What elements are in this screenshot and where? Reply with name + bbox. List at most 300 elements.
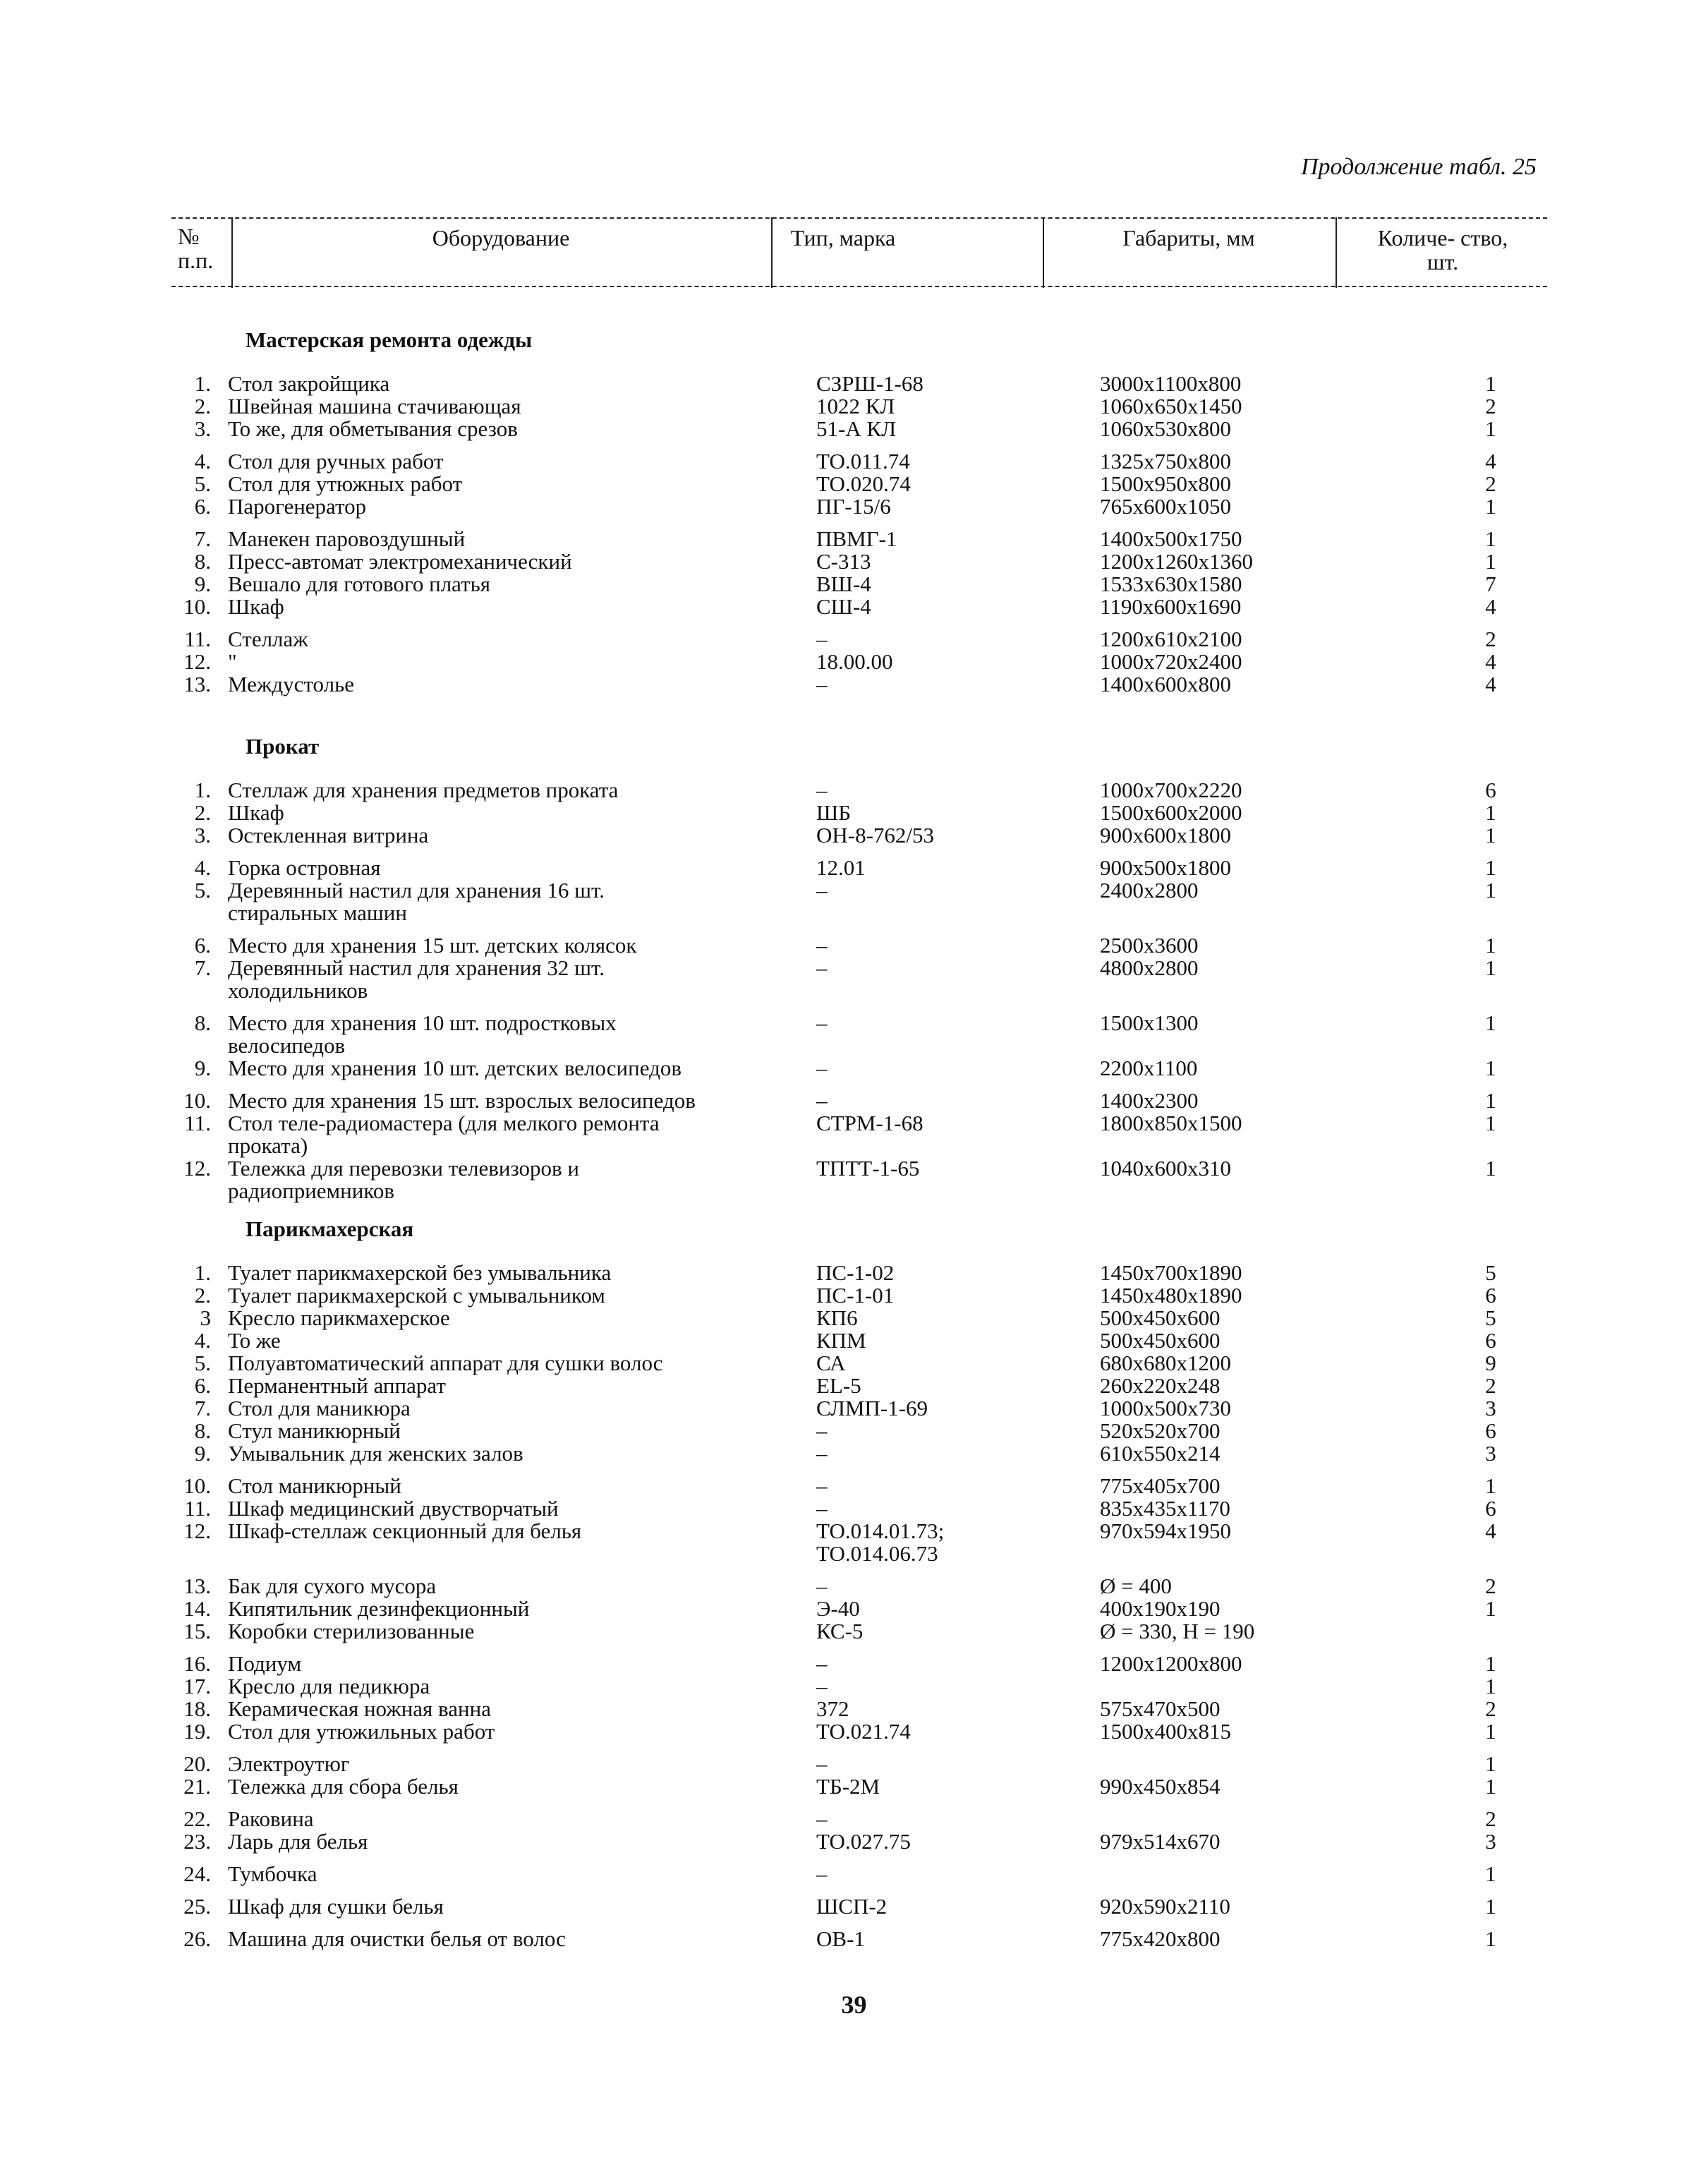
row-equipment: Остекленная витрина: [228, 823, 429, 847]
table-row: [171, 418, 1547, 440]
row-type: 372: [816, 1696, 849, 1721]
row-quantity: 1: [1485, 955, 1496, 980]
row-equipment: Перманентный аппарат: [228, 1373, 446, 1398]
table-row: [171, 395, 1547, 418]
row-quantity: 6: [1485, 1283, 1496, 1308]
row-dimensions: 1200x1260x1360: [1100, 549, 1253, 574]
row-type: [813, 1180, 1074, 1202]
row-dimensions: 1500x1300: [1100, 1010, 1199, 1035]
row-quantity: 6: [1485, 778, 1496, 802]
row-dimensions: 520x520x700: [1100, 1418, 1221, 1443]
row-type: ПС-1-01: [816, 1283, 895, 1308]
row-type: –: [816, 1088, 828, 1113]
row-equipment: Стул маникюрный: [228, 1418, 401, 1443]
table-row: [171, 779, 1547, 802]
row-quantity: 1: [1485, 1719, 1496, 1744]
row-equipment: Кипятильник дезинфекционный: [228, 1596, 530, 1621]
row-quantity: 1: [1485, 1473, 1496, 1498]
table-row: [171, 1808, 1547, 1830]
row-dimensions: 1200x610x2100: [1100, 627, 1242, 651]
row-number: 2.: [194, 394, 211, 418]
row-quantity: 6: [1485, 1496, 1496, 1521]
row-dimensions: 1000x700x2220: [1100, 778, 1242, 802]
row-equipment: Деревянный настил для хранения 16 шт.: [228, 878, 605, 903]
row-number: 11.: [184, 627, 211, 651]
row-equipment: проката): [228, 1133, 308, 1158]
row-number: 5.: [194, 471, 211, 496]
row-type: –: [816, 627, 828, 651]
row-equipment: Умывальник для женских залов: [228, 1441, 523, 1466]
header-num: № п.п.: [178, 224, 214, 273]
table-row: [171, 1895, 1547, 1918]
row-type: [813, 979, 1074, 1002]
header-top-rule: [171, 217, 1547, 219]
row-number: 11.: [184, 1496, 211, 1521]
table-row: [171, 550, 1547, 573]
row-quantity: 2: [1485, 1574, 1496, 1598]
row-quantity: 4: [1485, 672, 1496, 696]
row-type: ОВ-1: [816, 1926, 865, 1951]
row-equipment: Место для хранения 10 шт. подростковых: [228, 1010, 617, 1035]
row-quantity: 1: [1485, 933, 1496, 958]
row-type: –: [816, 778, 828, 802]
row-type: ТО.021.74: [816, 1719, 911, 1744]
row-quantity: [1378, 902, 1547, 924]
row-quantity: 4: [1485, 594, 1496, 619]
row-dimensions: 1500x950x800: [1100, 471, 1231, 496]
row-dimensions: 2400x2800: [1100, 878, 1199, 903]
row-type: –: [816, 878, 828, 903]
table-row: [171, 1352, 1547, 1375]
row-number: 2.: [194, 800, 211, 825]
row-dimensions: 1500x600x2000: [1100, 800, 1242, 825]
row-dimensions: 990x450x854: [1100, 1774, 1221, 1799]
row-quantity: 1: [1485, 1894, 1496, 1919]
row-equipment: Стол для утюжных работ: [228, 471, 463, 496]
row-dimensions: 680x680x1200: [1100, 1351, 1231, 1375]
row-quantity: 1: [1485, 800, 1496, 825]
row-number: [171, 1543, 221, 1565]
table-row: [171, 1180, 1547, 1202]
row-quantity: 2: [1485, 627, 1496, 651]
page-number: 39: [841, 1991, 867, 2019]
row-dimensions: 1400x600x800: [1100, 672, 1231, 696]
table-row: [171, 1753, 1547, 1775]
row-number: [171, 1034, 221, 1057]
table-row: [171, 857, 1547, 879]
table-row: [171, 957, 1547, 979]
row-number: 7.: [194, 1396, 211, 1420]
table-row: [171, 495, 1547, 518]
row-dimensions: 1450x700x1890: [1100, 1260, 1242, 1285]
row-equipment: Место для хранения 10 шт. детских велосипедов: [228, 1056, 682, 1080]
row-type: ШБ: [816, 800, 852, 825]
row-dimensions: 1533x630x1580: [1100, 572, 1242, 596]
row-quantity: 1: [1485, 1088, 1496, 1113]
table-row: [171, 651, 1547, 673]
table-row: [171, 596, 1547, 618]
table-row: [171, 1475, 1547, 1497]
row-dimensions: 775x405x700: [1100, 1473, 1221, 1498]
row-dimensions: 920x590x2110: [1100, 1894, 1230, 1919]
row-equipment: Кресло для педикюра: [228, 1674, 430, 1698]
row-equipment: Стол для утюжильных работ: [228, 1719, 495, 1744]
table-row: [171, 628, 1547, 651]
row-type: СШ-4: [816, 594, 871, 619]
row-dimensions: 2500x3600: [1100, 933, 1199, 958]
row-number: [171, 1135, 221, 1157]
table-row: [171, 1307, 1547, 1329]
row-quantity: 1: [1485, 1651, 1496, 1676]
table-row: [171, 1775, 1547, 1798]
row-type: ТО.027.75: [816, 1829, 911, 1854]
row-dimensions: [1074, 1034, 1378, 1057]
table-row: [171, 1442, 1547, 1465]
row-type: 51-А КЛ: [816, 416, 897, 441]
row-number: 24.: [183, 1861, 211, 1886]
row-type: –: [816, 1056, 828, 1080]
row-dimensions: 900x600x1800: [1100, 823, 1231, 847]
row-number: 1.: [194, 778, 211, 802]
row-type: EL-5: [816, 1373, 861, 1398]
header-qty: Количе- ство, шт.: [1377, 225, 1508, 274]
row-quantity: [1378, 1543, 1547, 1565]
row-quantity: 1: [1485, 549, 1496, 574]
table-row: [171, 1520, 1547, 1543]
row-equipment: ": [228, 649, 237, 674]
row-type: ОН-8-762/53: [816, 823, 935, 847]
row-type: КПМ: [816, 1328, 866, 1353]
row-quantity: 1: [1485, 416, 1496, 441]
row-number: 1.: [194, 371, 211, 396]
row-dimensions: 775x420x800: [1100, 1926, 1221, 1951]
row-type: –: [816, 955, 828, 980]
row-number: 10.: [183, 1088, 211, 1113]
row-dimensions: 1000x720x2400: [1100, 649, 1242, 674]
row-type: ПВМГ-1: [816, 526, 897, 551]
row-equipment: Горка островная: [228, 855, 381, 880]
table-row: [171, 1720, 1547, 1743]
row-type: СА: [816, 1351, 846, 1375]
row-dimensions: [1074, 1180, 1378, 1202]
row-dimensions: 2200x1100: [1100, 1056, 1198, 1080]
row-equipment: То же: [228, 1328, 281, 1353]
header-dims: Габариты, мм: [1122, 225, 1255, 250]
row-equipment: Место для хранения 15 шт. детских колясок: [228, 933, 637, 958]
row-equipment: Место для хранения 15 шт. взрослых велосипедов: [228, 1088, 696, 1113]
row-equipment: Керамическая ножная ванна: [228, 1696, 491, 1721]
row-type: –: [816, 1010, 828, 1035]
row-dimensions: 1190x600x1690: [1100, 594, 1242, 619]
row-quantity: [1378, 1135, 1547, 1157]
row-type: –: [816, 1418, 828, 1443]
row-type: ТО.020.74: [816, 471, 911, 496]
row-equipment: холодильников: [228, 978, 368, 1003]
row-equipment: Шкаф: [228, 594, 284, 619]
table-row: [171, 1262, 1547, 1284]
header-divider: [1335, 217, 1337, 288]
row-number: 11.: [184, 1111, 211, 1135]
table-row: [171, 1375, 1547, 1397]
row-dimensions: 610x550x214: [1100, 1441, 1221, 1466]
table-row: [171, 1397, 1547, 1420]
row-dimensions: 1325x750x800: [1100, 449, 1231, 473]
row-dimensions: [1074, 902, 1378, 924]
row-type: –: [816, 1441, 828, 1466]
row-number: 14.: [183, 1596, 211, 1621]
table-row: [171, 1830, 1547, 1853]
row-number: 8.: [194, 549, 211, 574]
row-equipment: Манекен паровоздушный: [228, 526, 466, 551]
row-number: 4.: [194, 855, 211, 880]
row-quantity: 9: [1485, 1351, 1496, 1375]
row-dimensions: [1074, 1753, 1378, 1775]
row-equipment: Стеллаж: [228, 627, 308, 651]
row-quantity: 3: [1485, 1396, 1496, 1420]
row-number: 18.: [183, 1696, 211, 1721]
row-dimensions: 400x190x190: [1100, 1596, 1221, 1621]
table-row: [171, 1089, 1547, 1112]
row-equipment: Коробки стерилизованные: [228, 1619, 475, 1643]
row-dimensions: 765x600x1050: [1100, 494, 1231, 519]
section-title: Парикмахерская: [246, 1217, 414, 1241]
row-quantity: 4: [1485, 649, 1496, 674]
row-type: ПС-1-02: [816, 1260, 895, 1285]
row-number: 21.: [183, 1774, 211, 1799]
table-row: [171, 1620, 1547, 1643]
table-body: [171, 318, 1547, 1955]
row-number: 3.: [194, 823, 211, 847]
row-type: –: [816, 1861, 828, 1886]
row-equipment: Раковина: [228, 1806, 314, 1831]
row-number: [171, 979, 221, 1002]
row-type: [813, 902, 1074, 924]
row-quantity: 1: [1485, 1111, 1496, 1135]
row-quantity: 2: [1485, 471, 1496, 496]
row-equipment: велосипедов: [228, 1033, 346, 1058]
row-equipment: Шкаф-стеллаж секционный для белья: [228, 1519, 582, 1543]
table-row: [171, 1057, 1547, 1080]
row-quantity: 1: [1485, 371, 1496, 396]
row-dimensions: 1000x500x730: [1100, 1396, 1231, 1420]
row-dimensions: 500x450x600: [1100, 1305, 1221, 1330]
row-type: ТБ-2М: [816, 1774, 880, 1799]
row-quantity: 1: [1485, 1774, 1496, 1799]
row-equipment: Шкаф для сушки белья: [228, 1894, 444, 1919]
row-dimensions: 979x514x670: [1100, 1829, 1221, 1854]
row-type: 1022 КЛ: [816, 394, 895, 418]
table-row: [171, 824, 1547, 847]
table-row: [171, 1497, 1547, 1520]
row-dimensions: 1200x1200x800: [1100, 1651, 1242, 1676]
table-row: [171, 373, 1547, 395]
row-type: –: [816, 1496, 828, 1521]
row-equipment: Деревянный настил для хранения 32 шт.: [228, 955, 605, 980]
row-quantity: 1: [1485, 526, 1496, 551]
row-equipment: Тележка для сбора белья: [228, 1774, 459, 1799]
row-dimensions: [1074, 979, 1378, 1002]
table-row: [171, 1598, 1547, 1620]
row-equipment: Стол закройщика: [228, 371, 390, 396]
row-number: 5.: [194, 1351, 211, 1375]
table-row: [171, 528, 1547, 550]
row-number: 12.: [183, 649, 211, 674]
row-dimensions: 575x470x500: [1100, 1696, 1221, 1721]
row-equipment: Подиум: [228, 1651, 302, 1676]
row-type: СЛМП-1-69: [816, 1396, 928, 1420]
row-quantity: 2: [1485, 1806, 1496, 1831]
row-dimensions: 900x500x1800: [1100, 855, 1231, 880]
row-number: [171, 1180, 221, 1202]
table-row: [171, 1112, 1547, 1135]
row-type: КС-5: [816, 1619, 864, 1643]
row-equipment: Стол для маникюра: [228, 1396, 411, 1420]
row-number: 3: [200, 1305, 211, 1330]
row-type: –: [816, 1674, 828, 1698]
header-type: Тип, марка: [790, 225, 896, 250]
row-dimensions: 1400x500x1750: [1100, 526, 1242, 551]
row-dimensions: 3000x1100x800: [1100, 371, 1242, 396]
table-row: [171, 673, 1547, 696]
row-quantity: 4: [1485, 1519, 1496, 1543]
row-equipment: Стол маникюрный: [228, 1473, 401, 1498]
row-equipment: Шкаф: [228, 800, 284, 825]
table-row: [171, 573, 1547, 596]
row-quantity: 1: [1485, 1010, 1496, 1035]
row-quantity: 1: [1485, 1596, 1496, 1621]
row-equipment: То же, для обметывания срезов: [228, 416, 518, 441]
row-quantity: 2: [1485, 1696, 1496, 1721]
row-quantity: [1378, 1034, 1547, 1057]
row-equipment: Кресло парикмахерское: [228, 1305, 450, 1330]
row-dimensions: 260x220x248: [1100, 1373, 1221, 1398]
row-equipment: Тумбочка: [228, 1861, 317, 1886]
row-dimensions: Ø = 330, H = 190: [1100, 1619, 1255, 1643]
row-number: 7.: [194, 955, 211, 980]
row-equipment: Пресс-автомат электромеханический: [228, 549, 572, 574]
row-quantity: 1: [1485, 1861, 1496, 1886]
row-number: [171, 902, 221, 924]
table-row: [171, 802, 1547, 824]
row-number: 22.: [183, 1806, 211, 1831]
row-number: 6.: [194, 933, 211, 958]
row-dimensions: 1060x530x800: [1100, 416, 1231, 441]
row-type: ТО.014.06.73: [816, 1541, 938, 1566]
row-type: ТПТТ-1-65: [816, 1156, 920, 1181]
row-number: 9.: [194, 572, 211, 596]
row-quantity: [1378, 1180, 1547, 1202]
row-dimensions: 1400x2300: [1100, 1088, 1199, 1113]
row-number: 7.: [194, 526, 211, 551]
row-dimensions: 4800x2800: [1100, 955, 1199, 980]
row-number: 1.: [194, 1260, 211, 1285]
row-equipment: [221, 1543, 813, 1565]
row-number: 9.: [194, 1441, 211, 1466]
row-equipment: Стеллаж для хранения предметов проката: [228, 778, 619, 802]
table-row: [171, 979, 1547, 1002]
table-row: [171, 1012, 1547, 1034]
row-equipment: Туалет парикмахерской с умывальником: [228, 1283, 605, 1308]
row-type: [813, 1135, 1074, 1157]
row-quantity: 2: [1485, 1373, 1496, 1398]
row-quantity: 1: [1485, 1751, 1496, 1776]
row-number: 4.: [194, 1328, 211, 1353]
table-row: [171, 1675, 1547, 1698]
row-dimensions: 500x450x600: [1100, 1328, 1221, 1353]
row-equipment: стиральных машин: [228, 900, 407, 925]
row-number: 23.: [183, 1829, 211, 1854]
row-quantity: 1: [1485, 855, 1496, 880]
row-type: ПГ-15/6: [816, 494, 891, 519]
row-dimensions: [1074, 1135, 1378, 1157]
row-type: –: [816, 1651, 828, 1676]
row-dimensions: [1074, 1808, 1378, 1830]
table-row: [171, 450, 1547, 473]
table-row: [171, 1698, 1547, 1720]
table-row: [171, 1034, 1547, 1057]
row-equipment: Швейная машина стачивающая: [228, 394, 521, 418]
row-quantity: 1: [1485, 1156, 1496, 1181]
row-number: 3.: [194, 416, 211, 441]
row-type: Э-40: [816, 1596, 860, 1621]
table-row: [171, 1420, 1547, 1442]
row-number: 20.: [183, 1751, 211, 1776]
table-row: [171, 1135, 1547, 1157]
row-quantity: 6: [1485, 1418, 1496, 1443]
row-number: 6.: [194, 494, 211, 519]
row-equipment: радиоприемников: [228, 1178, 394, 1203]
row-equipment: Машина для очистки белья от волос: [228, 1926, 566, 1951]
row-dimensions: 1500x400x815: [1100, 1719, 1231, 1744]
row-number: 15.: [183, 1619, 211, 1643]
row-quantity: 3: [1485, 1829, 1496, 1854]
row-type: 18.00.00: [816, 649, 893, 674]
table-row: [171, 1284, 1547, 1307]
row-equipment: Междустолье: [228, 672, 354, 696]
table-continuation-label: Продолжение табл. 25: [1300, 154, 1537, 180]
row-equipment: Шкаф медицинский двустворчатый: [228, 1496, 559, 1521]
row-number: 19.: [183, 1719, 211, 1744]
row-equipment: Тележка для перевозки телевизоров и: [228, 1156, 579, 1181]
row-number: 17.: [183, 1674, 211, 1698]
row-quantity: 7: [1485, 572, 1496, 596]
row-equipment: Туалет парикмахерской без умывальника: [228, 1260, 612, 1285]
row-dimensions: 835x435x1170: [1100, 1496, 1230, 1521]
table-row: [171, 1575, 1547, 1598]
row-equipment: Бак для сухого мусора: [228, 1574, 437, 1598]
row-number: 16.: [183, 1651, 211, 1676]
row-number: 2.: [194, 1283, 211, 1308]
table-row: [171, 1329, 1547, 1352]
row-quantity: 6: [1485, 1328, 1496, 1353]
row-type: –: [816, 1574, 828, 1598]
table-row: [171, 902, 1547, 924]
row-dimensions: 1040x600x310: [1100, 1156, 1231, 1181]
row-number: 13.: [183, 1574, 211, 1598]
row-type: –: [816, 1806, 828, 1831]
table-row: [171, 1653, 1547, 1675]
row-equipment: Полуавтоматический аппарат для сушки волос: [228, 1351, 663, 1375]
row-type: –: [816, 1751, 828, 1776]
row-type: –: [816, 672, 828, 696]
row-type: –: [816, 933, 828, 958]
table-row: [171, 934, 1547, 957]
row-number: 10.: [183, 1473, 211, 1498]
row-type: СЗРШ-1-68: [816, 371, 923, 396]
row-number: 25.: [183, 1894, 211, 1919]
row-number: 4.: [194, 449, 211, 473]
row-dimensions: 1450x480x1890: [1100, 1283, 1242, 1308]
